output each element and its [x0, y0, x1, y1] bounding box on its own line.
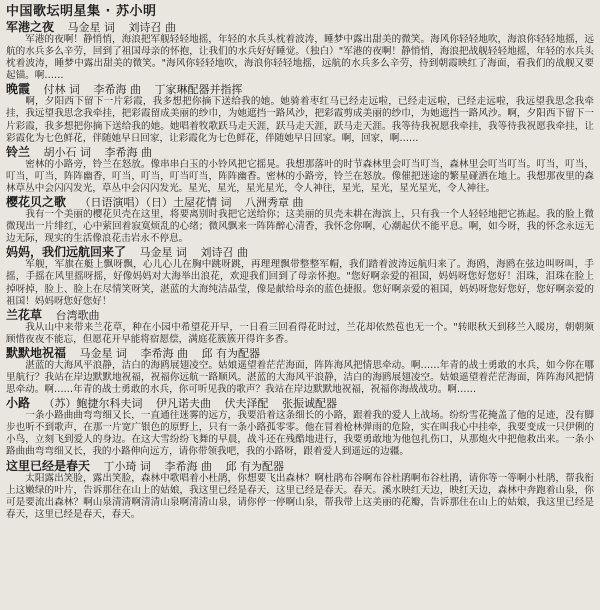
song-credit: 李希海 曲 — [104, 145, 153, 159]
song-lyrics: 军舰，军旗在艇上飘呀飘，心儿心儿在胸中跳呀跳，再理理飘带整整军帽，我们踏着波涛远航归来了。海鸥，海鸥在弦边叫呀叫，手摇，手摇在风里摇呀摇，好像妈妈对大海举出浪花，欢迎我们回到了母亲怀抱。"您好啊亲爱的祖国，妈妈呀您好您好！泪珠，泪珠在脸上掉呀掉，脸上、脸上在尽情笑呀笑，湛蓝的大海纯洁晶莹，像是献给母亲的蓝色捷报。您好啊亲爱的祖国，妈妈呀您好您好，您好啊亲爱的祖国！妈妈呀您好您好！ — [6, 259, 594, 307]
song-title: 兰花草 — [6, 307, 43, 322]
song-header — [6, 196, 594, 209]
lyrics-page — [6, 4, 594, 602]
song-block — [6, 246, 594, 307]
song-credit: （苏）鲍捷尔科夫词 — [43, 397, 143, 411]
song-block — [6, 397, 594, 458]
song-title: 这里已经是春天 — [6, 458, 91, 473]
song-lyrics: 湛蓝的大海风平浪静，洁白的海鸥展翅凌空。姑娘遥望着茫茫海面，阵阵海风把情思牵动。啊……年青的战士勇敢的水兵，如今你在哪里航行？我站在岸边默默地祝福，祝福你远航一路顺风。湛蓝的大海风平浪静，洁白的海鸥展翅凌空。姑娘遥望着茫茫海面，阵阵海风把情思牵动。啊……年青的战士勇敢的水兵，你可听见我的歌声？我站在岸边默默地祝福，祝福你海战战功。啊…… — [6, 359, 594, 396]
song-lyrics: 太阳露出笑脸，露出笑脸，森林中歌唱着小杜鹃，你想要飞出森林？啊杜鹃布谷啊布谷杜鹃啊布谷杜鹃，请你等一等啊小杜鹃，帮我衔上这嫩绿的叶片，告诉那住在山上的姑娘，我这里已经是春天，这里已经是春天。春天。溪水映红天边，映红天边，森林中奔跑着山泉，你可是要流出森林？啊山泉清清啊清清山泉啊清清山泉，请你停一停啊山泉，帮我带上这美丽的花瓣，告诉那住在山上的姑娘，我这里已经是春天，这里已经是春天，春天。 — [6, 472, 594, 520]
song-credit: 伊凡诺夫曲 — [156, 397, 212, 411]
song-credit: 张振诚配器 — [282, 397, 338, 411]
song-block — [6, 309, 594, 346]
song-credit: 丁小琦 词 — [103, 459, 152, 473]
song-header — [6, 21, 594, 34]
song-title: 樱花贝之歌 — [6, 195, 67, 210]
song-credit: 马金星 词 — [79, 346, 128, 360]
song-credit: 丁家琳配器并指挥 — [154, 83, 243, 97]
song-credit: 伏夫泽配 — [224, 397, 269, 411]
song-credit: 李希海 曲 — [164, 459, 213, 473]
song-header — [6, 460, 594, 473]
song-header — [6, 246, 594, 259]
song-credit: 马金星 词 — [67, 21, 116, 34]
song-title: 默默地祝福 — [6, 345, 67, 360]
song-block — [6, 83, 594, 144]
song-lyrics: 我有一个美丽的樱花贝壳在这里，将要离别时我把它送给你；这美丽的贝壳未耕在海滨上，只有我一个人轻轻地把它拣起。我的脸上微微现出一片绯红，心中萦回着寂寞烦乱的心绪；微风飘来一阵阵醉心清香，我怀念你啊，心潮起伏不能平息。啊，如今呀，我的怀念永远无边无际，现实的生活像浪花击岩永不停息。 — [6, 209, 594, 245]
song-credit: 李希海 曲 — [93, 83, 142, 97]
song-title: 妈妈，我们远航回来了 — [6, 245, 127, 260]
song-title: 晚霞 — [6, 82, 31, 97]
song-credit: 马金星 词 — [139, 246, 188, 260]
song-credit: （日语演唱）（日）土屋花情 词 — [79, 196, 232, 210]
song-header — [6, 83, 594, 96]
song-title: 军港之夜 — [6, 20, 55, 34]
song-title: 铃兰 — [6, 144, 31, 159]
song-block — [6, 460, 594, 521]
song-lyrics: 密林的小路旁，铃兰在怒放。像串串白玉的小铃风把它摇晃。我想那落叶的时节森林里会叮当叮当，森林里会叮当叮当。叮当，叮当，叮当，叮当，阵阵幽香，叮当，叮当，叮当叮当，阵阵幽香。密林的小路旁，铃兰在怒放。像催把迷途的繁星碰洒在地上。我想那夜里的森林草丛中会闪闪发光，草丛中会闪闪发光。星光，星光，星光星光，令人神往，星光，星光，星光星光，令人神往。 — [6, 158, 594, 194]
song-credit: 刘诗召 曲 — [128, 21, 177, 34]
song-title: 小路 — [6, 396, 31, 411]
song-block — [6, 196, 594, 245]
song-credit: 邱 有为配器 — [225, 459, 285, 473]
song-lyrics: 一条小路曲曲弯弯细又长，一直通往迷雾的远方，我要沿着这条细长的小路，跟着我的爱人上战场。纷纷雪花掩盖了他的足迹，没有脚步也听不到歌声，在那一片宽广银色的原野上，只有一条小路孤零零。他在冒着枪林弹雨的危险，实在叫我心中挂牵，我要变成一只伊俐的小鸟，立刻飞到爱人的身边。在这大雪纷纷飞舞的早晨，战斗还在残酷地进行，我要勇敢地为他包扎伤口，从那炮火中把他救出来。一条小路曲曲弯弯细又长，我的小路伸向远方，请你带领我吧，我的小路呀，跟着爱人到遥远的边疆。 — [6, 410, 594, 458]
song-credit: 邱 有为配器 — [201, 346, 261, 360]
song-lyrics: 军港的夜啊！静悄悄，海浪把军舰轻轻地摇，年轻的水兵头枕着波涛，睡梦中露出甜美的微笑。海风你轻轻地吹，海浪你轻轻地摇，远航的水兵多么辛劳，回到了祖国母亲的怀抱，让我们的水兵好好睡觉。（独白）"军港的夜啊！静悄悄，海浪把战舰轻轻地摇，年轻的水兵头枕着波涛，睡梦中露出甜美的微笑。"海风你轻轻地吹，海浪你轻轻地摇，远航的水兵多么辛劳，待到朝霞映红了海面，看我们的战舰又要起锚。啊…… — [6, 34, 594, 82]
song-header — [6, 146, 594, 159]
song-header — [6, 347, 594, 360]
song-credit: 付林 词 — [43, 83, 81, 97]
song-block — [6, 21, 594, 82]
song-credit: 胡小石 词 — [43, 145, 92, 159]
song-block — [6, 347, 594, 396]
song-credit: 李希海 曲 — [140, 346, 189, 360]
song-block — [6, 146, 594, 195]
song-credit: 台湾歌曲 — [55, 308, 100, 322]
song-header — [6, 397, 594, 410]
song-lyrics: 啊，夕阳西下留下一片彩霞，我多想把你摘下送给我的她。她骑着枣红马已经走远啦，已经走远啦，已经走远啦，我远望我思念我牵挂，我远望我思念我牵挂，把彩霞留成美丽的纱巾，为她遮挡一路风沙，把彩霞剪成美丽的纱巾，为她遮挡一路风沙。啊，夕阳西下留下一片彩霞，我多想把你摘下送给我的她。她唱着牧歌跃马走天涯，跃马走天涯，跃马走天涯。我等待我祝愿我牵挂，我等待我祝愿我牵挂，让彩霞化为七色鲜花，伴随她早日回家，让彩霞化为七色鲜花，伴随她早日回家。啊，回家，啊…… — [6, 96, 594, 144]
song-credit: 刘诗召 曲 — [200, 246, 249, 260]
page-title: 中国歌坛明星集 · 苏小明 — [6, 4, 157, 19]
song-header — [6, 309, 594, 322]
song-lyrics: 我从山中来带来兰花草，种在小园中希望花开早，一日看三回看得花时过，兰花却依然苞也无一个。"转眼秋天到移兰入暖房，朝朝频顾惜夜夜不能忘，但愿花开早能将宿愿偿，满庭花簇簇开得许多香。 — [6, 321, 594, 345]
song-credit: 八洲秀章 曲 — [245, 196, 304, 210]
